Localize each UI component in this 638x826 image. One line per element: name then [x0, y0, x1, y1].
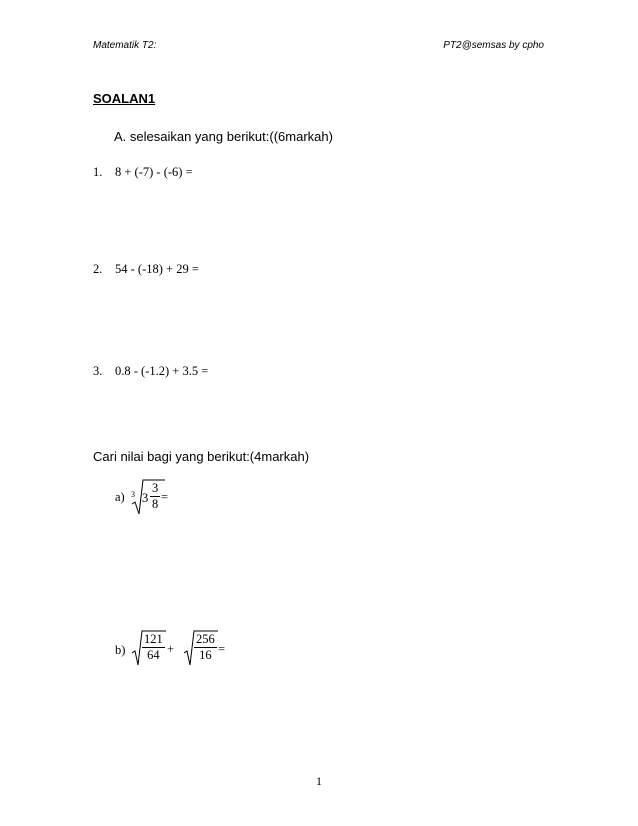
question-1-number: 1. — [93, 165, 103, 179]
root-index: 3 — [131, 490, 135, 499]
question-a-label: a) — [115, 490, 125, 504]
root-2-fraction — [194, 633, 217, 661]
question-2-expression: 54 - (-18) + 29 = — [115, 262, 199, 276]
fraction-numerator: 3 — [152, 481, 159, 495]
mixed-fraction — [150, 482, 160, 510]
part-b-instruction: Cari nilai bagi yang berikut:(4markah) — [93, 449, 310, 464]
fraction-denominator: 16 — [199, 647, 212, 662]
fraction-denominator: 64 — [147, 647, 160, 662]
root-1-fraction — [142, 633, 165, 661]
question-b-label: b) — [115, 643, 126, 657]
question-1-expression: 8 + (-7) - (-6) = — [115, 165, 193, 179]
fraction-numerator: 256 — [196, 632, 215, 646]
question-3-expression: 0.8 - (-1.2) + 3.5 = — [115, 364, 209, 378]
question-3-number: 3. — [93, 364, 103, 378]
mixed-whole-number: 3 — [142, 491, 149, 505]
question-a-equals: = — [161, 490, 169, 504]
fraction-numerator: 121 — [144, 632, 163, 646]
square-root-2 — [184, 627, 220, 667]
header-left-text: Matematik T2: — [93, 40, 157, 51]
header-right-text: PT2@semsas by cpho — [443, 40, 544, 51]
square-root-1 — [132, 627, 168, 667]
plus-sign: + — [167, 642, 175, 656]
section-title: SOALAN1 — [93, 91, 156, 106]
question-b-equals: = — [218, 642, 226, 656]
fraction-denominator: 8 — [152, 496, 159, 511]
question-2-number: 2. — [93, 262, 103, 276]
page-number: 1 — [316, 774, 322, 788]
part-a-instruction: A. selesaikan yang berikut:((6markah) — [114, 129, 333, 144]
